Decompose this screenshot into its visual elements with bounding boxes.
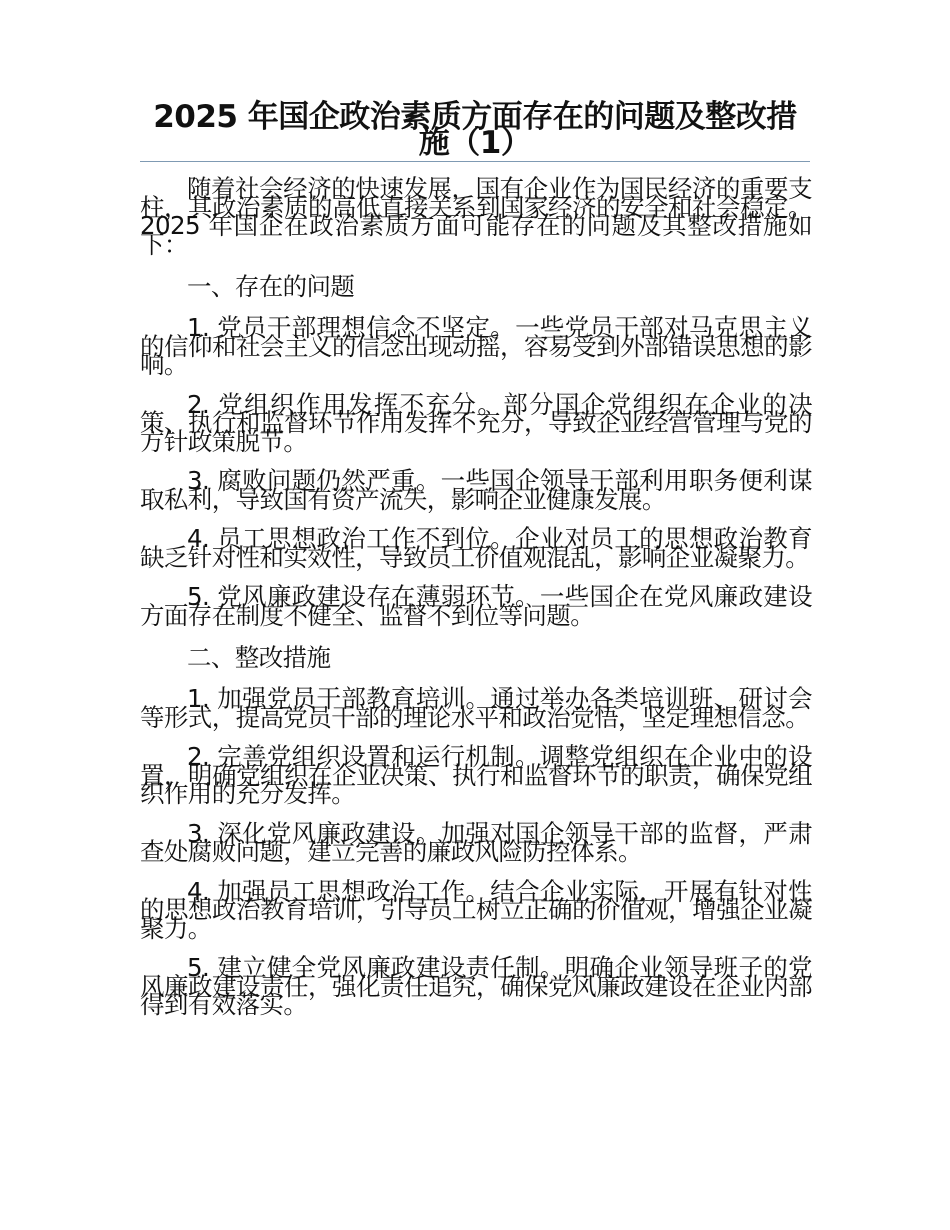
section-heading-measures: 二、整改措施 (187, 643, 331, 672)
problem-item-1: 1. 党员干部理想信念不坚定。一些党员干部对马克思主义的信仰和社会主义的信念出现动摇，容易受到外部错误思想的影响。 (140, 313, 812, 379)
document-title: 2025 年国企政治素质方面存在的问题及整改措施（1） (153, 99, 797, 161)
document-body (140, 174, 812, 1036)
title-underline (140, 161, 810, 162)
problem-item-4: 4. 员工思想政治工作不到位。企业对员工的思想政治教育缺乏针对性和实效性，导致员工价值观混乱，影响企业凝聚力。 (140, 524, 812, 572)
measure-item-5: 5. 建立健全党风廉政建设责任制。明确企业领导班子的党风廉政建设责任，强化责任追究，确保党风廉政建设在企业内部得到有效落实。 (140, 953, 812, 1019)
problem-item-5: 5. 党风廉政建设存在薄弱环节。一些国企在党风廉政建设方面存在制度不健全、监督不到位等问题。 (140, 582, 812, 630)
measure-item-3: 3. 深化党风廉政建设。加强对国企领导干部的监督，严肃查处腐败问题，建立完善的廉政风险防控体系。 (140, 818, 812, 866)
measure-item-2: 2. 完善党组织设置和运行机制。调整党组织在企业中的设置，明确党组织在企业决策、执行和监督环节的职责，确保党组织作用的充分发挥。 (140, 742, 812, 808)
measure-item-1: 1. 加强党员干部教育培训。通过举办各类培训班、研讨会等形式，提高党员干部的理论水平和政治觉悟，坚定理想信念。 (140, 684, 812, 732)
problem-item-2: 2. 党组织作用发挥不充分。部分国企党组织在企业的决策、执行和监督环节作用发挥不充分，导致企业经营管理与党的方针政策脱节。 (140, 389, 812, 456)
intro-paragraph: 随着社会经济的快速发展，国有企业作为国民经济的重要支柱，其政治素质的高低直接关系到国家经济的安全和社会稳定。2025 年国企在政治素质方面可能存在的问题及其整改措施如下： (140, 174, 812, 259)
problem-item-3: 3. 腐败问题仍然严重。一些国企领导干部利用职务便利谋取私利，导致国有资产流失，影响企业健康发展。 (140, 466, 812, 514)
measure-item-4: 4. 加强员工思想政治工作。结合企业实际，开展有针对性的思想政治教育培训，引导员工树立正确的价值观，增强企业凝聚力。 (140, 876, 812, 943)
section-heading-problems: 一、存在的问题 (187, 272, 355, 301)
